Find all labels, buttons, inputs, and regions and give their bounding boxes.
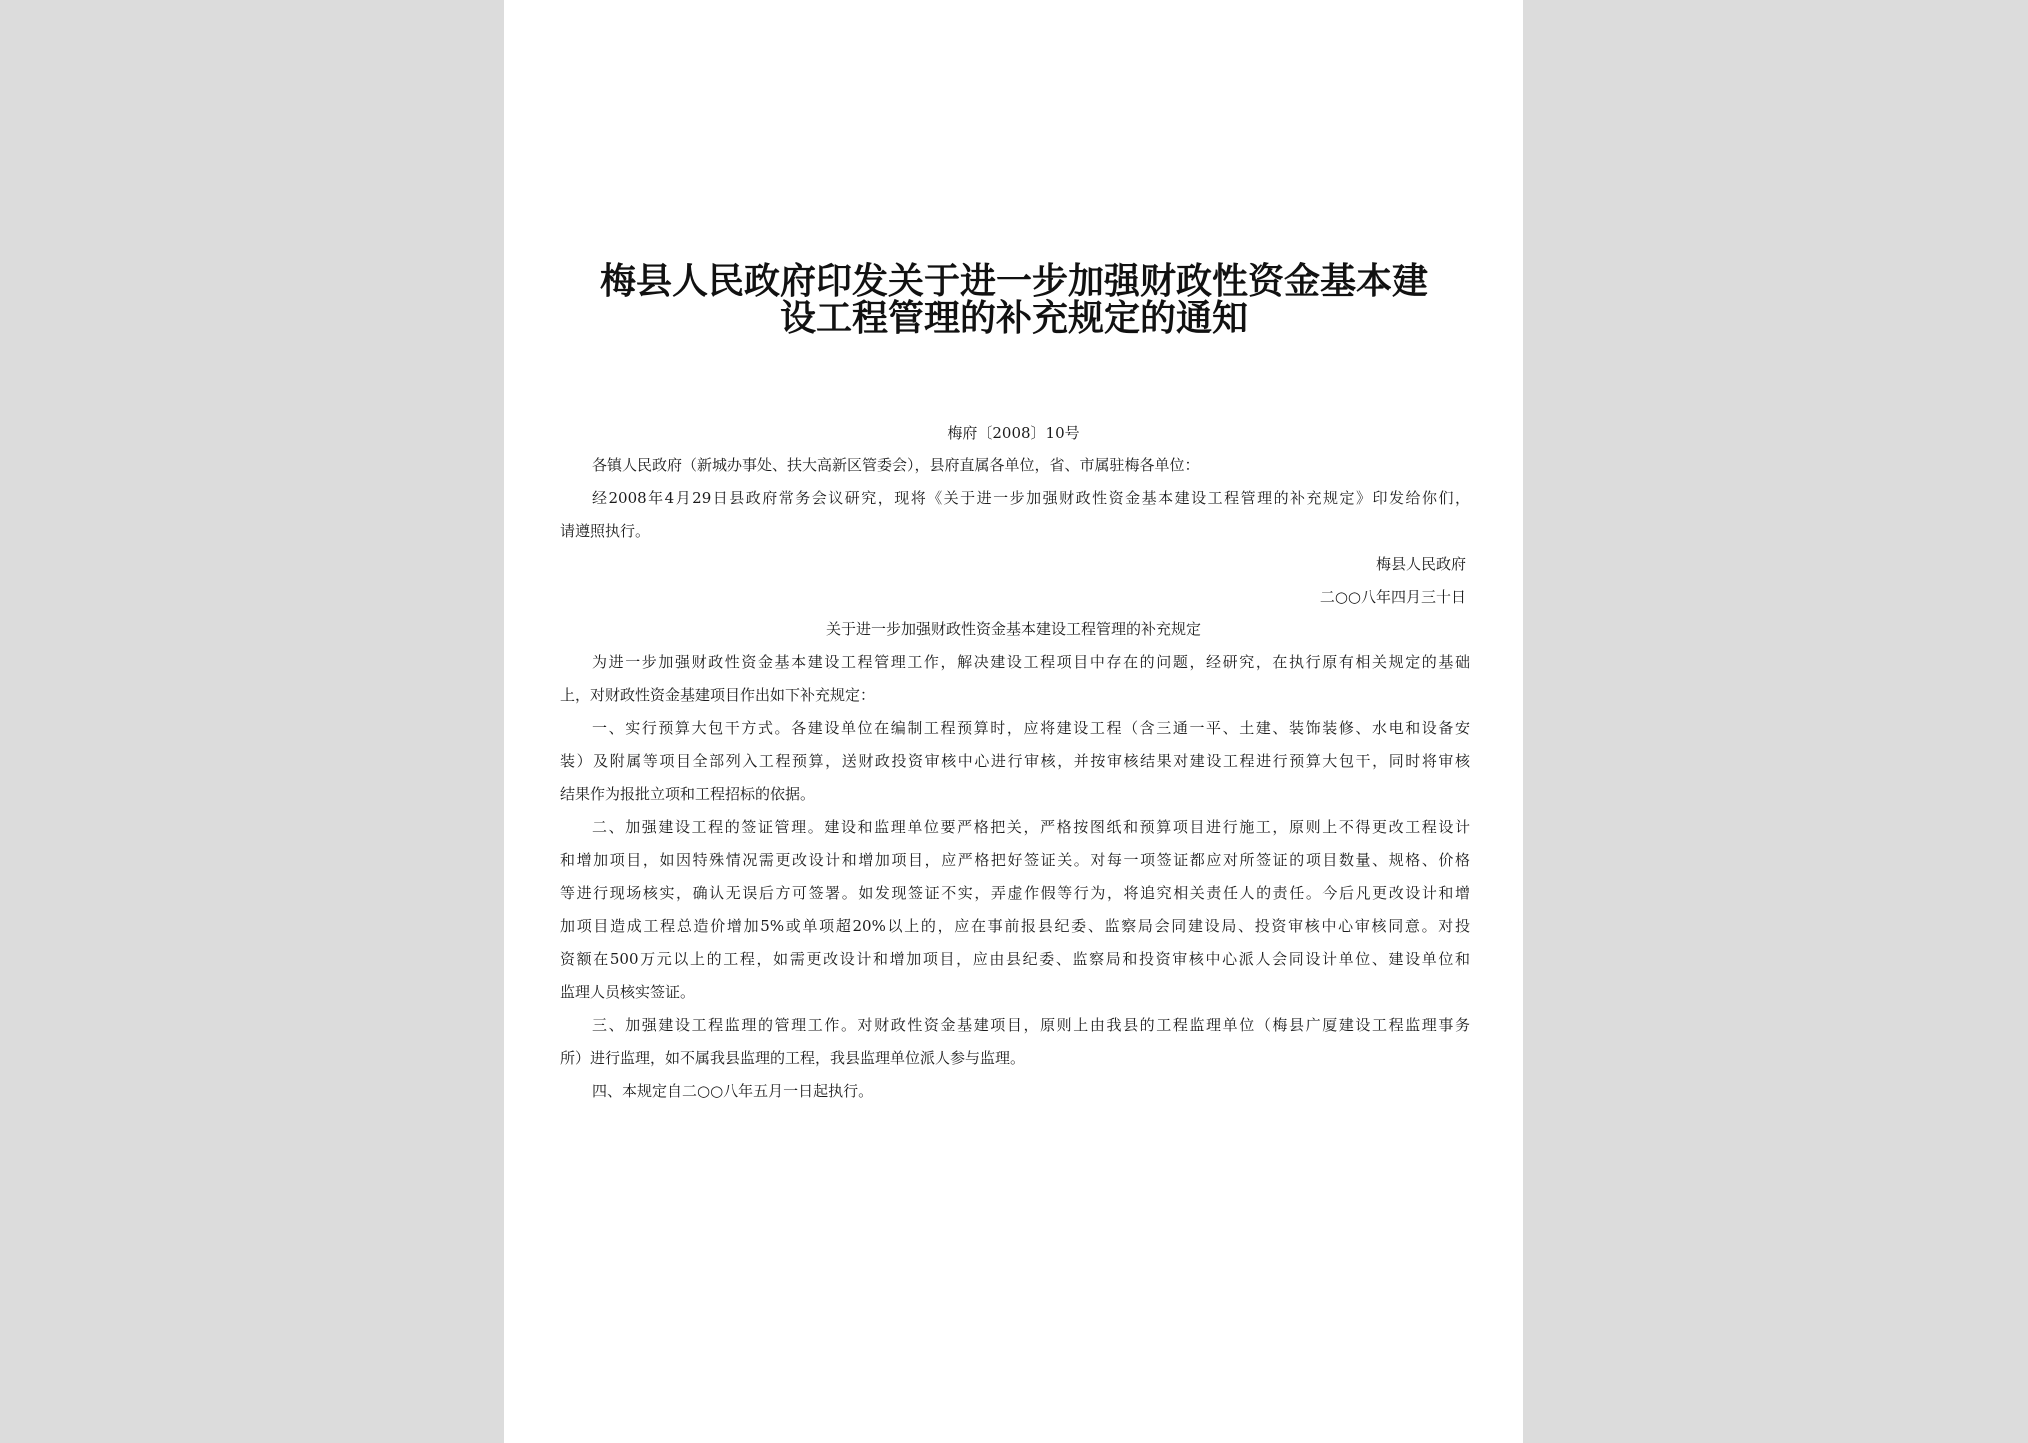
item2-line-1: 二、加强建设工程的签证管理。建设和监理单位要严格把关，严格按图纸和预算项目进行施工，原则上不得更改工程设计 [592,818,1470,836]
item2-line-6: 监理人员核实签证。 [560,983,696,1001]
item1-line-1: 一、实行预算大包干方式。各建设单位在编制工程预算时，应将建设工程（含三通一平、土建、装饰装修、水电和设备安 [592,719,1470,737]
item3-line-1: 三、加强建设工程监理的管理工作。对财政性资金基建项目，原则上由我县的工程监理单位（梅县广厦建设工程监理事务 [592,1016,1470,1034]
intro-line-1: 经2008年4月29日县政府常务会议研究，现将《关于进一步加强财政性资金基本建设工程管理的补充规定》印发给你们， [592,489,1470,507]
item1-line-3: 结果作为报批立项和工程招标的依据。 [560,785,816,803]
item4-line-1: 四、本规定自二○○八年五月一日起执行。 [592,1082,874,1100]
item2-line-4: 加项目造成工程总造价增加5%或单项超20%以上的，应在事前报县纪委、监察局会同建设局、投资审核中心审核同意。对投 [560,917,1470,935]
document-title-line-2: 设工程管理的补充规定的通知 [779,298,1248,339]
addressees: 各镇人民政府（新城办事处、扶大高新区管委会），县府直属各单位，省、市属驻梅各单位： [592,456,1200,474]
issue-date: 二○○八年四月三十日 [1319,588,1466,606]
item1-line-2: 装）及附属等项目全部列入工程预算，送财政投资审核中心进行审核，并按审核结果对建设工程进行预算大包干，同时将审核 [560,752,1470,770]
document-page [504,0,1523,1443]
item2-line-5: 资额在500万元以上的工程，如需更改设计和增加项目，应由县纪委、监察局和投资审核中心派人会同设计单位、建设单位和 [560,950,1470,968]
preamble-line-1: 为进一步加强财政性资金基本建设工程管理工作，解决建设工程项目中存在的问题，经研究，在执行原有相关规定的基础 [592,653,1470,671]
document-number: 梅府〔2008〕10号 [947,424,1080,442]
item3-line-2: 所）进行监理，如不属我县监理的工程，我县监理单位派人参与监理。 [560,1049,1026,1067]
preamble-line-2: 上，对财政性资金基建项目作出如下补充规定： [560,686,876,704]
document-title-line-1: 梅县人民政府印发关于进一步加强财政性资金基本建 [599,261,1428,302]
item2-line-2: 和增加项目，如因特殊情况需更改设计和增加项目，应严格把好签证关。对每一项签证都应对所签证的项目数量、规格、价格 [560,851,1470,869]
rules-title: 关于进一步加强财政性资金基本建设工程管理的补充规定 [825,620,1201,638]
intro-line-2: 请遵照执行。 [560,522,651,540]
item2-line-3: 等进行现场核实，确认无误后方可签署。如发现签证不实，弄虚作假等行为，将追究相关责任人的责任。今后凡更改设计和增 [560,884,1470,902]
issuer-signature: 梅县人民政府 [1375,555,1466,573]
